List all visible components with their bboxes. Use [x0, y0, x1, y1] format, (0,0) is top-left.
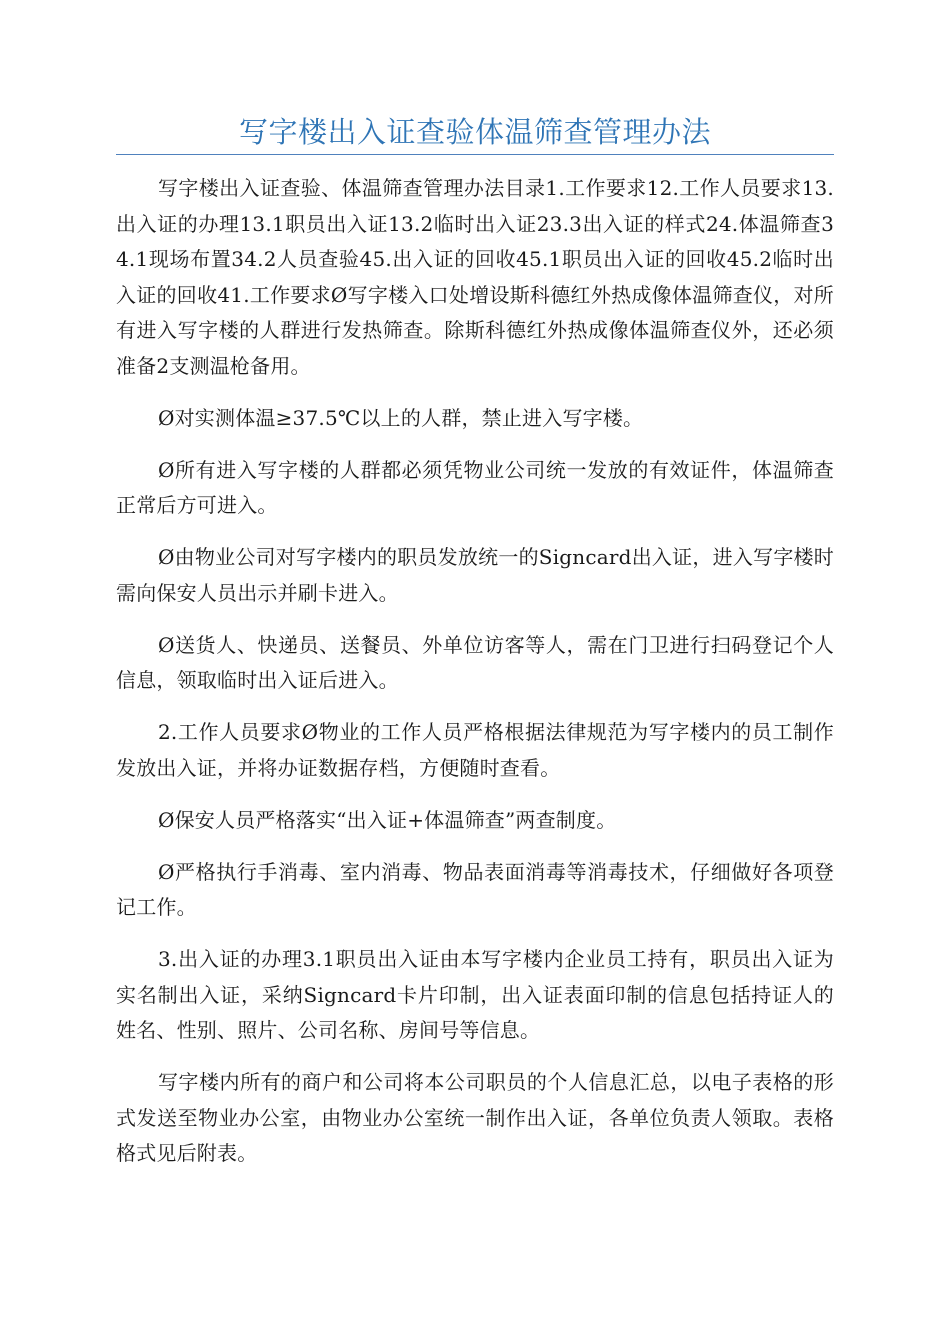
paragraph-staff-requirements: 2.工作人员要求Ø物业的工作人员严格根据法律规范为写字楼内的员工制作发放出入证，并将办证数据存档，方便随时查看。 [116, 720, 834, 780]
document-title: 写字楼出入证查验体温筛查管理办法 [238, 115, 711, 149]
paragraph-valid-pass: Ø所有进入写字楼的人群都必须凭物业公司统一发放的有效证件，体温筛查正常后方可进入。 [116, 457, 834, 517]
paragraph-pass-issuance: 3.出入证的办理3.1职员出入证由本写字楼内企业员工持有，职员出入证为实名制出入证，采纳Signcard卡片印制，出入证表面印制的信息包括持证人的姓名、性别、照片、公司名称、房间号等信息。 [116, 947, 834, 1042]
paragraph-temperature-limit: Ø对实测体温≥37.5℃以上的人群，禁止进入写字楼。 [158, 405, 644, 430]
paragraph-disinfection: Ø严格执行手消毒、室内消毒、物品表面消毒等消毒技术，仔细做好各项登记工作。 [116, 859, 834, 919]
title-underline [116, 154, 834, 155]
paragraph-info-collection: 写字楼内所有的商户和公司将本公司职员的个人信息汇总，以电子表格的形式发送至物业办公室，由物业办公室统一制作出入证，各单位负责人领取。表格格式见后附表。 [116, 1070, 834, 1165]
paragraph-visitor-registration: Ø送货人、快递员、送餐员、外单位访客等人，需在门卫进行扫码登记个人信息，领取临时出入证后进入。 [116, 632, 834, 692]
document-body [116, 171, 834, 1188]
paragraph-signcard-pass: Ø由物业公司对写字楼内的职员发放统一的Signcard出入证，进入写字楼时需向保安人员出示并刷卡进入。 [116, 545, 834, 605]
paragraph-toc-and-work-requirements: 写字楼出入证查验、体温筛查管理办法目录1.工作要求12.工作人员要求13.出入证的办理13.1职员出入证13.2临时出入证23.3出入证的样式24.体温筛查34.1现场布置34.2人员查验45.出入证的回收45.1职员出入证的回收45.2临时出入证的回收41.工作要求Ø写字楼入口处增设斯科德红外热成像体温筛查仪，对所有进入写字楼的人群进行发热筛查。除斯科德红外热成像体温筛查仪外，还必须准备2支测温枪备用。 [116, 176, 834, 378]
paragraph-two-check-system: Ø保安人员严格落实“出入证+体温筛查”两查制度。 [158, 807, 617, 832]
